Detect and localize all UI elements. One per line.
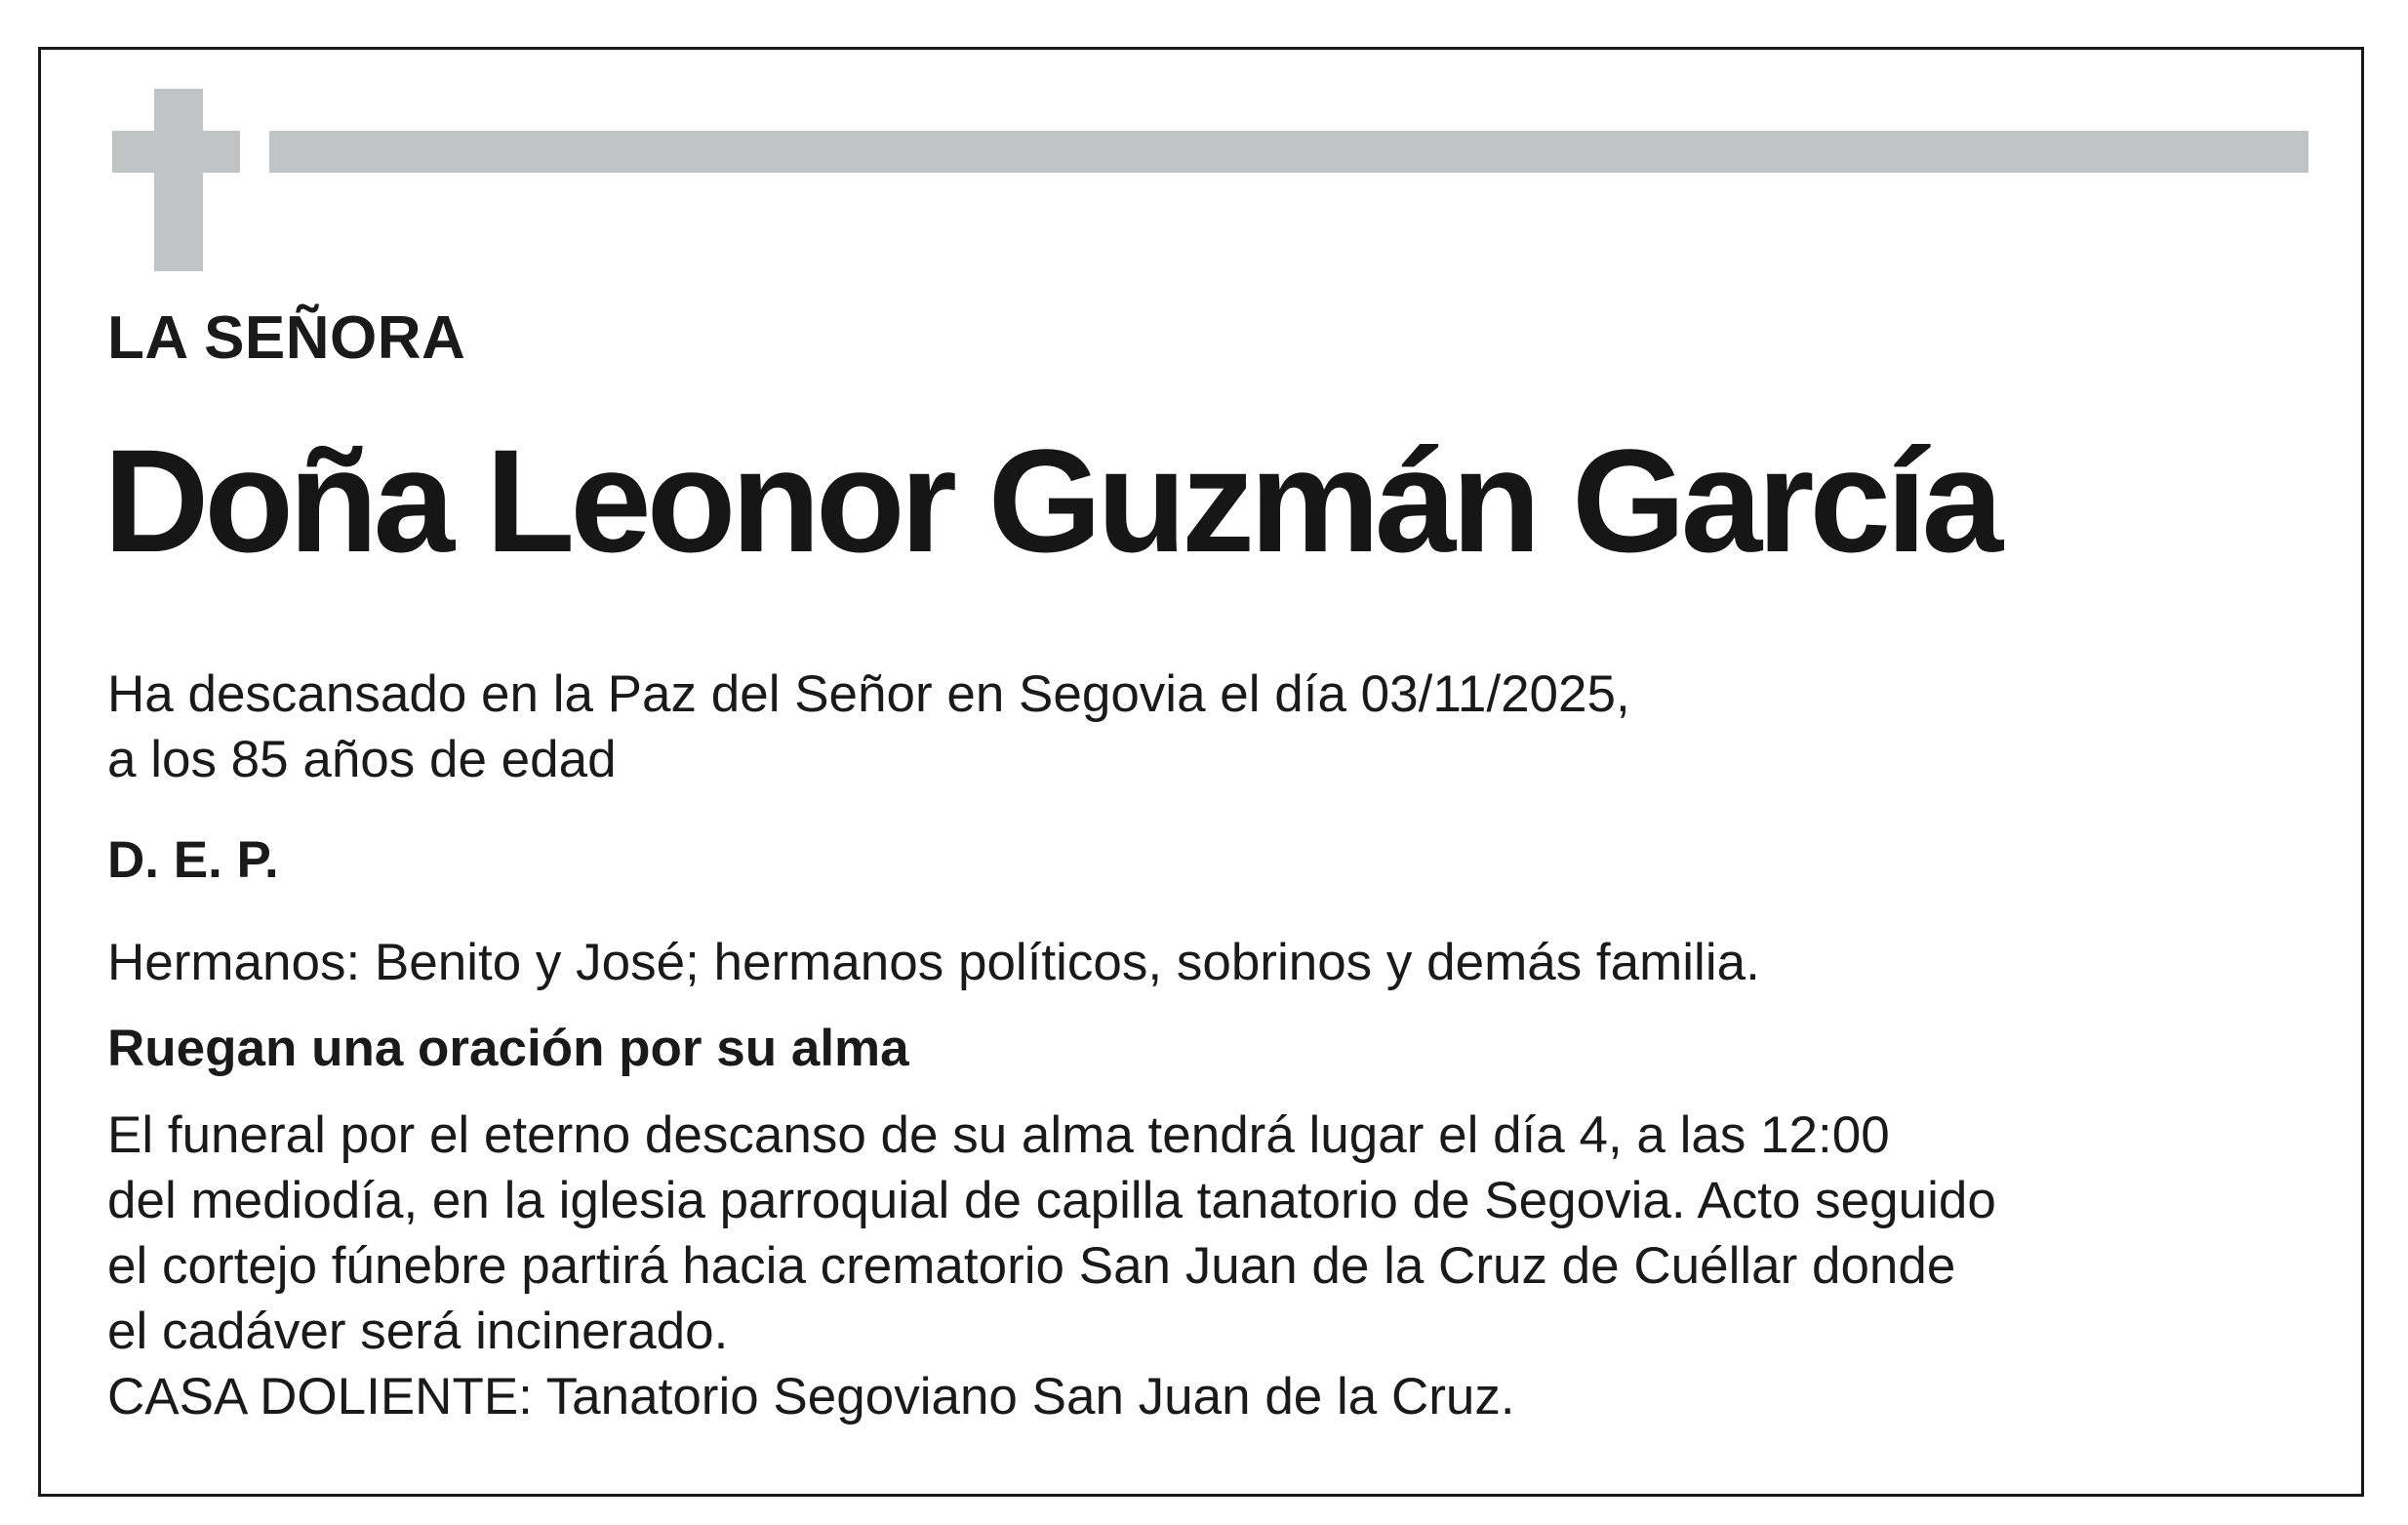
funeral-line: el cadáver será incinerado. [107, 1303, 729, 1360]
header-rule [269, 131, 2308, 173]
funeral-line: el cortejo fúnebre partirá hacia crematorio San Juan de la Cruz de Cuéllar donde [107, 1237, 1956, 1295]
cross-icon-arm [112, 131, 240, 173]
mourning-house: CASA DOLIENTE: Tanatorio Segoviano San Juan de la Cruz. [107, 1368, 1515, 1425]
funeral-details [107, 1103, 1996, 1429]
rest-in-peace: D. E. P. [107, 831, 279, 889]
funeral-line: El funeral por el eterno descanso de su alma tendrá lugar el día 4, a las 12:00 [107, 1106, 1890, 1164]
death-notice-line-1: Ha descansado en la Paz del Señor en Segovia el día 03/11/2025, [107, 665, 1630, 723]
family-members: Hermanos: Benito y José; hermanos políticos, sobrinos y demás familia. [107, 934, 1760, 991]
deceased-name: Doña Leonor Guzmán García [103, 419, 1999, 582]
honorific-title: LA SEÑORA [107, 304, 466, 372]
death-notice-line-2: a los 85 años de edad [107, 731, 617, 788]
prayer-request: Ruegan una oración por su alma [107, 1020, 909, 1077]
funeral-line: del mediodía, en la iglesia parroquial de capilla tanatorio de Segovia. Acto seguido [107, 1172, 1996, 1229]
cross-icon [154, 89, 203, 271]
